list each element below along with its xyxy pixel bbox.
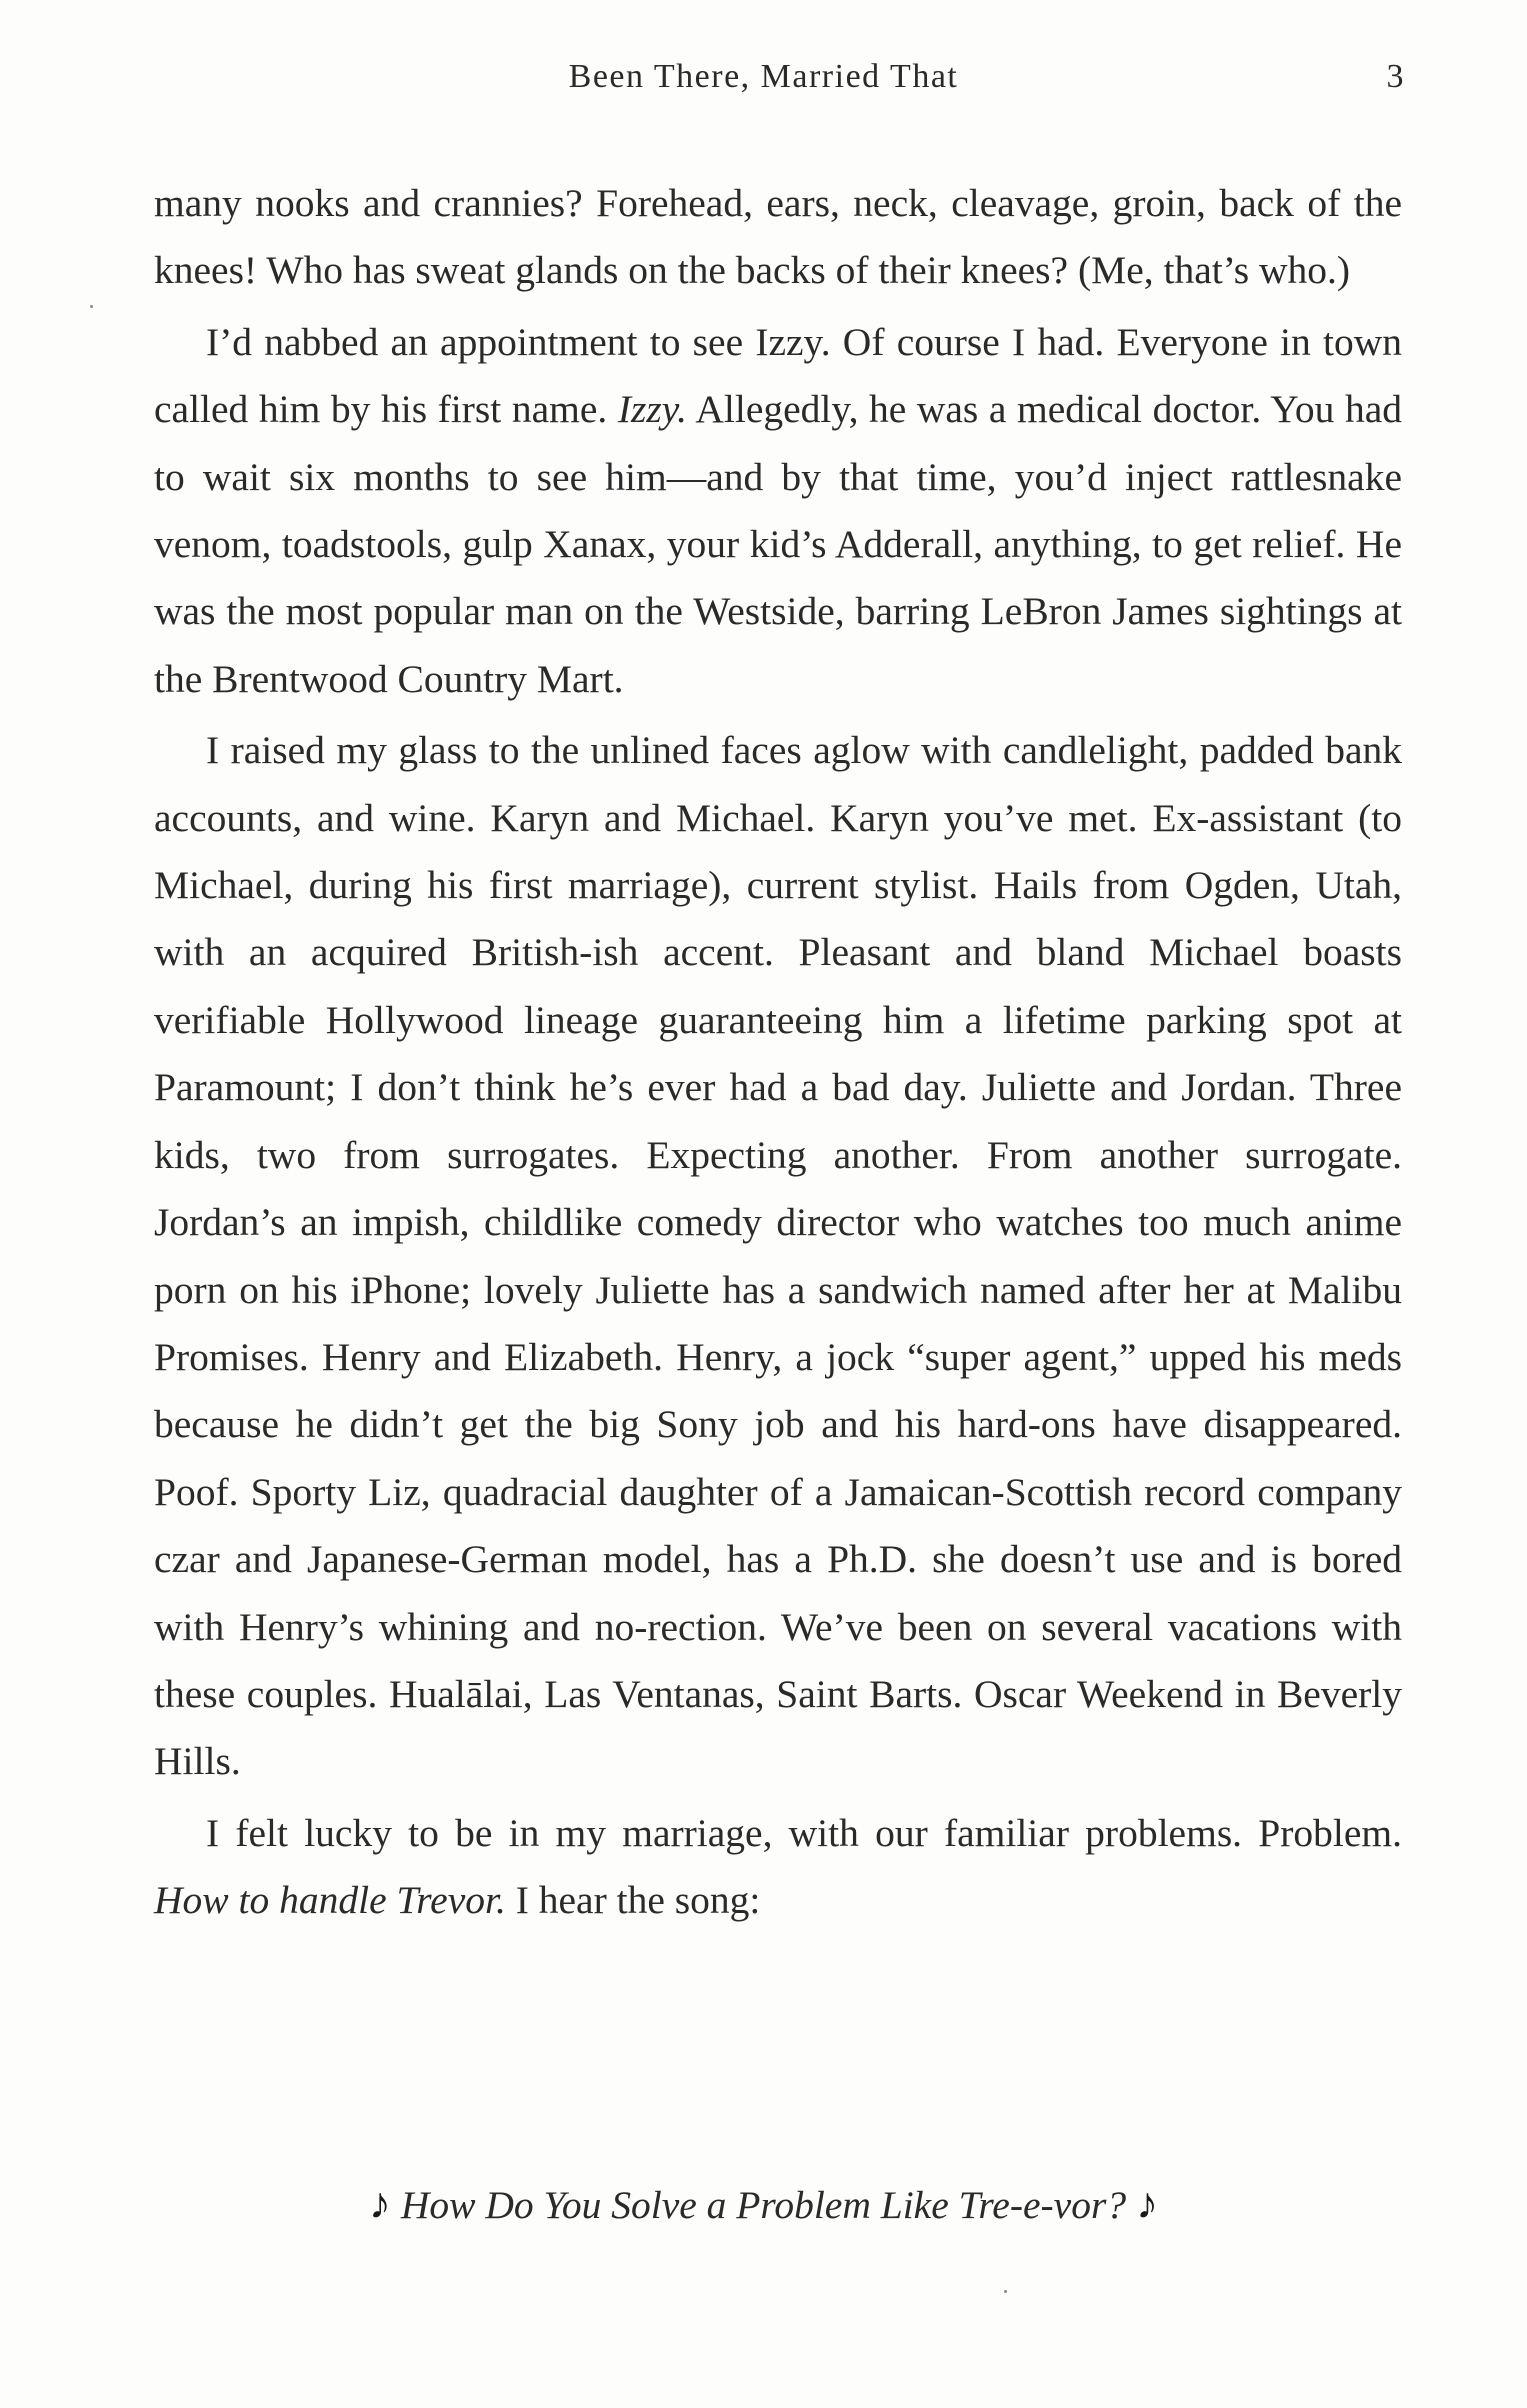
paragraph-1: many nooks and crannies? Forehead, ears, neck, cleavage, groin, back of the knees! Who has sweat glands on the backs of their knees? (Me, that’s who.): [154, 181, 1402, 293]
paragraph-4-emphasis: How to handle Trevor.: [154, 1878, 506, 1923]
music-note-icon: ♪: [1136, 2179, 1159, 2228]
song-line: [0, 2178, 1527, 2229]
paragraph-2-emphasis: Izzy.: [617, 387, 687, 432]
paragraph-2-part-1: I’d nabbed an appointment to see Izzy. Of course I had. Everyone in town called him by his first name.: [154, 319, 1402, 432]
running-head: [0, 58, 1527, 108]
music-note-icon: ♪: [368, 2179, 391, 2228]
paragraph-4: [154, 1800, 1402, 1935]
song-title: How Do You Solve a Problem Like Tre-e-vor?: [400, 2183, 1127, 2227]
body-text: [154, 170, 1402, 1935]
paragraph-4-part-2: I hear the song:: [505, 1878, 761, 1923]
running-title: Been There, Married That: [568, 58, 959, 95]
page-number: 3: [1386, 58, 1405, 95]
paragraph-2: [154, 309, 1402, 713]
paragraph-4-part-1: I felt lucky to be in my marriage, with our familiar problems. Problem.: [206, 1810, 1402, 1855]
scan-speck: [1004, 2290, 1007, 2293]
scan-speck: [90, 305, 93, 308]
paragraph-2-part-2: Allegedly, he was a medical doctor. You had to wait six months to see him—and by that time, you’d inject rattlesnake venom, toadstools, gulp Xanax, your kid’s Adderall, anything, to get relief. He was the most popular man on the Westside, barring LeBron James sightings at the Brentwood Country Mart.: [154, 387, 1402, 701]
paragraph-3: I raised my glass to the unlined faces aglow with candlelight, padded bank accounts, and wine. Karyn and Michael. Karyn you’ve met. Ex-assistant (to Michael, during his first marriage), current stylist. Hails from Ogden, Utah, with an acquired British-ish accent. Pleasant and bland Michael boasts verifiable Hollywood lineage guaranteeing him a lifetime parking spot at Paramount; I don’t think he’s ever had a bad day. Juliette and Jordan. Three kids, two from surrogates. Expecting another. From another surrogate. Jordan’s an impish, childlike comedy director who watches too much anime porn on his iPhone; lovely Juliette has a sandwich named after her at Malibu Promises. Henry and Elizabeth. Henry, a jock “super agent,” upped his meds because he didn’t get the big Sony job and his hard-ons have disappeared. Poof. Sporty Liz, quadracial daughter of a Jamaican-Scottish record company czar and Japanese-German model, has a Ph.D. she doesn’t use and is bored with Henry’s whining and no-rection. We’ve been on several vacations with these couples. Hualālai, Las Ventanas, Saint Barts. Oscar Weekend in Beverly Hills.: [154, 728, 1402, 1784]
